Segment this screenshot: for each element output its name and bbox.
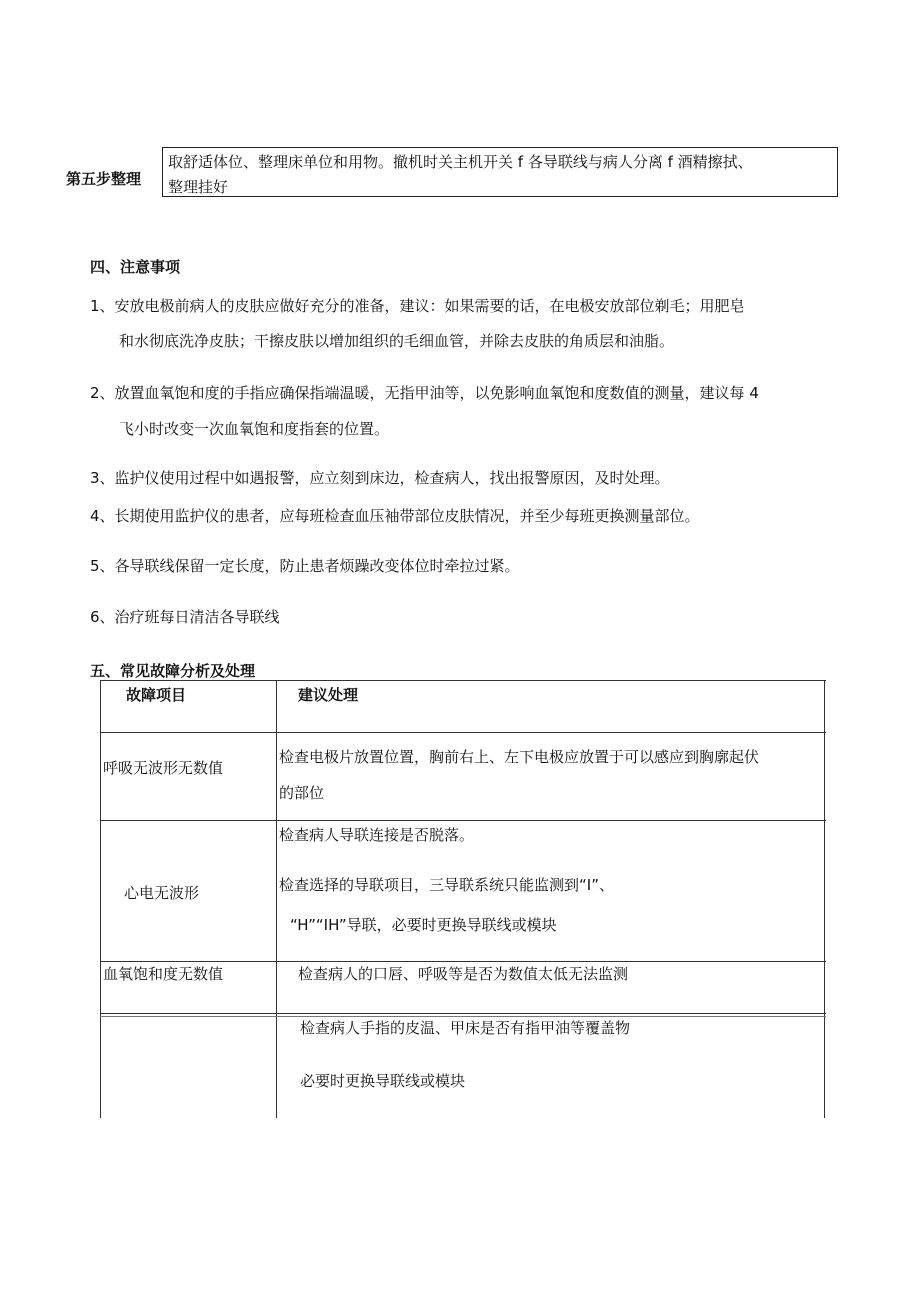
table-column-divider [276, 680, 277, 1118]
table-row-3-advice-line1: 检查病人的口唇、呼吸等是否为数值太低无法监测 [298, 965, 629, 983]
note-3: 3、监护仪使用过程中如遇报警，应立刻到床边，检查病人，找出报警原因，及时处理。 [90, 469, 670, 487]
table-row-divider [100, 961, 826, 962]
table-border-left [100, 680, 101, 1118]
table-border-top [100, 680, 826, 681]
table-row-2-advice-line3: “H”“IH”导联，必要时更换导联线或模块 [290, 916, 557, 934]
step-five-text [168, 150, 836, 200]
note-6: 6、治疗班每日清洁各导联线 [90, 608, 280, 626]
note-2-line1: 2、放置血氧饱和度的手指应确保指端温暖，无指甲油等，以免影响血氧饱和度数值的测量，建议每 4 [90, 384, 759, 402]
table-row-1-advice-line1: 检查电极片放置位置，胸前右上、左下电极应放置于可以感应到胸廓起伏 [279, 748, 760, 766]
table-header-advice: 建议处理 [298, 686, 359, 704]
note-1-line2: 和水彻底洗净皮肤；干擦皮肤以增加组织的毛细血管，并除去皮肤的角质层和油脂。 [119, 332, 675, 350]
table-row-2-item: 心电无波形 [124, 884, 200, 902]
note-4: 4、长期使用监护仪的患者，应每班检查血压袖带部位皮肤情况，并至少每班更换测量部位。 [90, 507, 700, 525]
table-row-4-advice-line2: 必要时更换导联线或模块 [300, 1072, 466, 1090]
notes-title: 四、注意事项 [90, 258, 181, 276]
table-row-1-item: 呼吸无波形无数值 [103, 759, 224, 777]
step-five-text-line1: 取舒适体位、整理床单位和用物。撤机时关主机开关 f 各导联线与病人分离 f 酒精擦拭、 [168, 153, 753, 171]
table-row-4-advice-line1: 检查病人手指的皮温、甲床是否有指甲油等覆盖物 [300, 1019, 631, 1037]
step-five-text-line2: 整理挂好 [168, 178, 229, 196]
table-row-2-advice-line2: 检查选择的导联项目，三导联系统只能监测到“I”、 [279, 876, 614, 894]
table-row-divider [100, 732, 826, 733]
note-5: 5、各导联线保留一定长度，防止患者烦躁改变体位时牵拉过紧。 [90, 557, 520, 575]
table-row-divider [100, 820, 826, 821]
table-row-divider [100, 1013, 826, 1014]
table-header-item: 故障项目 [126, 686, 187, 704]
step-five-label: 第五步整理 [66, 170, 142, 188]
note-2-line2: 飞小时改变一次血氧饱和度指套的位置。 [119, 420, 390, 438]
note-1-line1: 1、安放电极前病人的皮肤应做好充分的准备，建议：如果需要的话，在电极安放部位剃毛；用肥皂 [90, 297, 745, 315]
table-row-2-advice-line1: 检查病人导联连接是否脱落。 [279, 826, 475, 844]
table-border-right [824, 680, 825, 1118]
table-row-1-advice-line2: 的部位 [279, 784, 325, 802]
faults-title: 五、常见故障分析及处理 [90, 662, 256, 680]
table-row-3-item: 血氧饱和度无数值 [103, 965, 224, 983]
